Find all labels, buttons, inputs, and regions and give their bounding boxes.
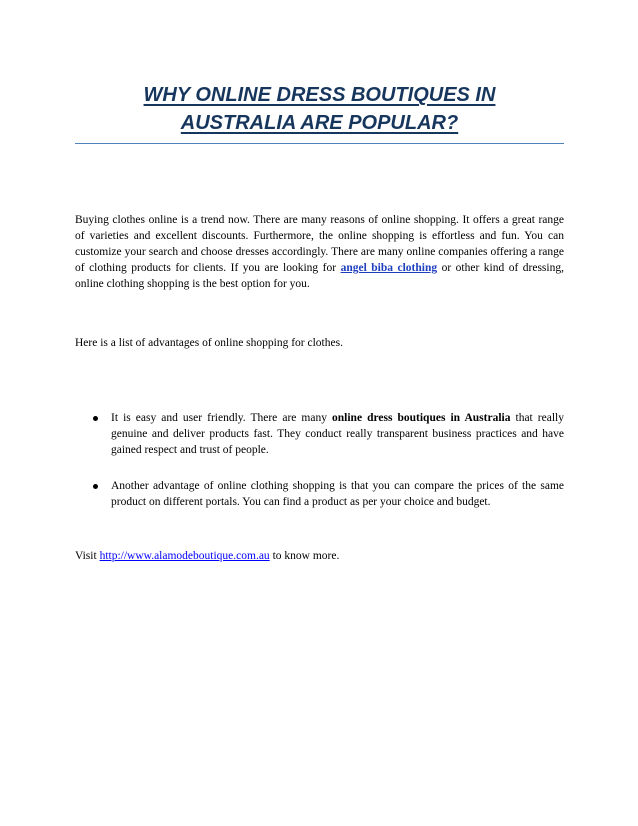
intro-paragraph: [75, 212, 564, 292]
closing-paragraph: [75, 548, 564, 564]
website-link[interactable]: http://www.alamodeboutique.com.au: [99, 550, 270, 562]
closing-prefix: Visit: [75, 550, 100, 562]
intro-text-after-link: or other kind of dressing, online clothing shopping is the best option for you.: [75, 262, 564, 290]
page-title: [75, 81, 564, 137]
title-line-1: WHY ONLINE DRESS BOUTIQUES IN: [143, 84, 496, 106]
bullet-bold-text: online dress boutiques in Australia: [332, 412, 511, 424]
intro-text-before-link: Buying clothes online is a trend now. There are many reasons of online shopping. It offers a great range of varieties and excellent discounts. Furthermore, the online shopping is effortless and fun. You can customize your search and choose dresses accordingly. There are many online companies offering a range of clothing products for clients. If you are looking for: [75, 214, 564, 274]
title-divider: [75, 143, 564, 144]
title-line-2: AUSTRALIA ARE POPULAR?: [180, 112, 459, 134]
closing-suffix: to know more.: [269, 550, 340, 562]
bullet-icon: [93, 416, 98, 421]
angel-biba-clothing-link[interactable]: angel biba clothing: [340, 262, 438, 274]
bullet-text-after-bold: that really genuine and deliver products fast. They conduct really transparent business practices and have gained respect and trust of people.: [111, 412, 564, 456]
bullet-text-before-bold: It is easy and user friendly. There are many: [111, 412, 333, 424]
document-page: [75, 0, 564, 826]
bullet-text: Another advantage of online clothing shopping is that you can compare the prices of the same product on different portals. You can find a product as per your choice and budget.: [111, 480, 564, 508]
bullet-text: [111, 410, 564, 458]
list-intro-paragraph: Here is a list of advantages of online shopping for clothes.: [75, 337, 343, 349]
bullet-icon: [93, 484, 98, 489]
